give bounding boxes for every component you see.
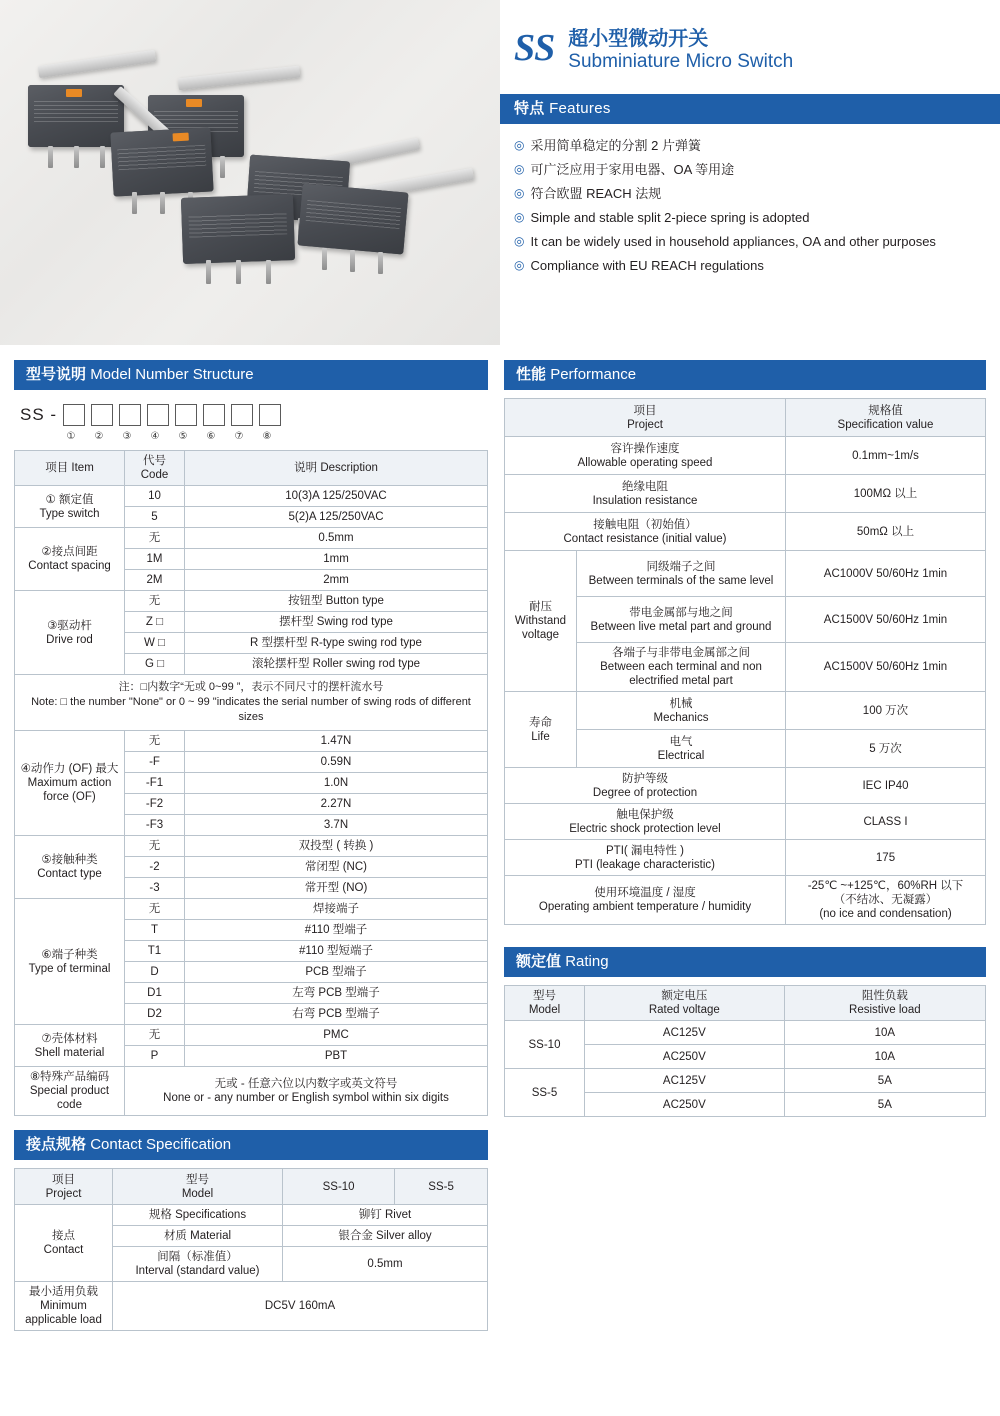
perf-label-en: PTI (leakage characteristic) xyxy=(575,858,715,871)
table-header-row xyxy=(15,451,488,486)
group-label xyxy=(15,836,125,899)
features-section-bar xyxy=(500,94,1000,124)
perf-value: 175 xyxy=(786,840,986,876)
perf-label xyxy=(577,692,786,730)
code-box xyxy=(231,404,253,426)
table-row xyxy=(505,876,986,925)
col-model xyxy=(505,986,585,1021)
group-label xyxy=(15,1067,125,1116)
col-ss10: SS-10 xyxy=(283,1169,395,1205)
feature-text: Compliance with EU REACH regulations xyxy=(530,258,764,273)
code-cell: D xyxy=(125,962,185,983)
table-row xyxy=(505,730,986,768)
code-cell: -F1 xyxy=(125,773,185,794)
desc-cell: #110 型端子 xyxy=(185,920,488,941)
table-row xyxy=(505,840,986,876)
spec-label: 规格 Specifications xyxy=(113,1205,283,1226)
table-row xyxy=(505,475,986,513)
perf-label-en: Between each terminal and non electrified metal part xyxy=(600,661,762,687)
group-label-cn: ① 额定值 xyxy=(45,493,94,506)
col-load-en: Resistive load xyxy=(849,1004,921,1016)
code-index: ⑧ xyxy=(262,431,272,442)
col-project-cn: 项目 xyxy=(52,1173,75,1186)
perf-label-en: Between terminals of the same level xyxy=(588,574,774,587)
code-cell: T1 xyxy=(125,941,185,962)
feature-item xyxy=(514,256,990,275)
col-project-cn: 项目 xyxy=(633,404,657,417)
perf-label-cn: 同级端子之间 xyxy=(646,560,716,573)
desc-cell: 0.5mm xyxy=(185,528,488,549)
group-label-cn: ④动作力 (OF) 最大 xyxy=(20,763,119,775)
desc-cell: 摆杆型 Swing rod type xyxy=(185,612,488,633)
perf-label-en: Mechanics xyxy=(653,711,709,724)
contact-spec-section-bar xyxy=(14,1130,488,1160)
note-cell xyxy=(15,675,488,731)
group-label-en: Drive rod xyxy=(46,633,93,646)
desc-cell xyxy=(125,1067,488,1116)
min-load-value: DC5V 160mA xyxy=(113,1282,488,1331)
group-label-cn: ⑧特殊产品编码 xyxy=(29,1071,110,1083)
perf-label-en: Degree of protection xyxy=(592,786,698,799)
withstand-label-en2: voltage xyxy=(521,629,560,641)
table-row xyxy=(15,486,488,507)
code-box xyxy=(63,404,85,426)
code-cell: 1M xyxy=(125,549,185,570)
col-project xyxy=(15,1169,113,1205)
desc-cell: 双投型 ( 转换 ) xyxy=(185,836,488,857)
table-header-row xyxy=(15,1169,488,1205)
feature-item xyxy=(514,160,990,179)
lever-arm xyxy=(178,66,301,91)
model-code-indices xyxy=(60,431,488,442)
table-row xyxy=(15,591,488,612)
model-prefix: SS - xyxy=(20,405,58,424)
perf-value xyxy=(786,876,986,925)
contact-bar-en: Contact Specification xyxy=(90,1136,232,1153)
col-spec-cn: 规格值 xyxy=(868,404,903,417)
feature-item xyxy=(514,232,990,251)
feature-item xyxy=(514,208,990,227)
desc-cell: 3.7N xyxy=(185,815,488,836)
code-cell: -F2 xyxy=(125,794,185,815)
perf-label-cn: 机械 xyxy=(669,697,693,710)
special-desc-cn: 无或 - 任意六位以内数字或英文符号 xyxy=(214,1078,398,1090)
spec-label xyxy=(113,1247,283,1282)
header xyxy=(0,0,1000,360)
model-bar-cn: 型号说明 xyxy=(26,366,87,383)
bullet-icon: ◎ xyxy=(514,162,525,176)
perf-value: AC1500V 50/60Hz 1min xyxy=(786,643,986,692)
bullet-icon: ◎ xyxy=(514,210,525,224)
desc-cell: 右弯 PCB 型端子 xyxy=(185,1004,488,1025)
perf-value: 100 万次 xyxy=(786,692,986,730)
col-ss5: SS-5 xyxy=(395,1169,488,1205)
table-row xyxy=(505,692,986,730)
performance-section-bar xyxy=(504,360,986,390)
perf-label-cn: 绝缘电阻 xyxy=(622,480,668,493)
perf-value: IEC IP40 xyxy=(786,768,986,804)
group-label-en: Maximum action force (OF) xyxy=(27,777,112,803)
load-cell: 10A xyxy=(784,1021,985,1045)
code-cell: 无 xyxy=(125,836,185,857)
code-cell: T xyxy=(125,920,185,941)
micro-switch-unit xyxy=(110,127,213,196)
feature-text: It can be widely used in household appliances, OA and other purposes xyxy=(530,234,936,249)
perf-label xyxy=(505,840,786,876)
contact-specification-table xyxy=(14,1168,488,1331)
contact-bar-cn: 接点规格 xyxy=(26,1136,87,1153)
code-box xyxy=(203,404,225,426)
feature-text: 采用简单稳定的分割 2 片弹簧 xyxy=(530,138,701,153)
load-cell: 5A xyxy=(784,1069,985,1093)
table-row xyxy=(505,513,986,551)
features-list xyxy=(500,124,1000,275)
table-row xyxy=(15,731,488,752)
code-index: ⑦ xyxy=(234,431,244,442)
desc-cell: 2mm xyxy=(185,570,488,591)
perf-label-en: Between live metal part and ground xyxy=(590,620,772,633)
desc-cell: 5(2)A 125/250VAC xyxy=(185,507,488,528)
perf-label xyxy=(505,475,786,513)
perf-label xyxy=(577,551,786,597)
features-bar-en: Features xyxy=(549,100,611,117)
min-load-en2: applicable load xyxy=(25,1314,102,1326)
perf-value-l2: （不结冰、无凝露） xyxy=(833,894,938,906)
perf-label-cn: 容许操作速度 xyxy=(610,442,680,455)
life-label-en: Life xyxy=(531,730,550,743)
note-en: Note: □ the number "None" or 0 ~ 99 "indicates the serial number of swing rods of different sizes xyxy=(31,696,471,723)
product-photo xyxy=(0,0,500,345)
code-cell: 2M xyxy=(125,570,185,591)
code-cell: W □ xyxy=(125,633,185,654)
rating-bar-cn: 额定值 xyxy=(516,953,562,970)
group-label xyxy=(15,1025,125,1067)
perf-value: 0.1mm~1m/s xyxy=(786,437,986,475)
table-row xyxy=(505,437,986,475)
col-model-en: Model xyxy=(181,1187,214,1200)
micro-switch-unit xyxy=(181,194,295,264)
load-cell: 10A xyxy=(784,1045,985,1069)
code-cell: 5 xyxy=(125,507,185,528)
table-row xyxy=(15,1205,488,1226)
spec-value: 铆钉 Rivet xyxy=(283,1205,488,1226)
desc-cell: 焊接端子 xyxy=(185,899,488,920)
product-title-en: Subminiature Micro Switch xyxy=(568,51,794,72)
performance-bar-cn: 性能 xyxy=(516,366,547,383)
col-model xyxy=(113,1169,283,1205)
group-label xyxy=(15,486,125,528)
desc-cell: 0.59N xyxy=(185,752,488,773)
code-index: ② xyxy=(94,431,104,442)
desc-cell: 按钮型 Button type xyxy=(185,591,488,612)
perf-label xyxy=(505,768,786,804)
perf-label xyxy=(505,876,786,925)
group-label-en: Shell material xyxy=(34,1046,105,1059)
col-model-cn: 型号 xyxy=(533,990,556,1002)
perf-label xyxy=(505,437,786,475)
code-cell: G □ xyxy=(125,654,185,675)
rating-table xyxy=(504,985,986,1117)
group-label xyxy=(15,528,125,591)
col-project-en: Project xyxy=(45,1187,82,1200)
feature-text: Simple and stable split 2-piece spring is adopted xyxy=(530,210,810,225)
voltage-cell: AC125V xyxy=(585,1021,785,1045)
code-box xyxy=(147,404,169,426)
perf-value: CLASS I xyxy=(786,804,986,840)
table-row xyxy=(15,836,488,857)
code-index: ③ xyxy=(122,431,132,442)
performance-bar-en: Performance xyxy=(550,366,637,383)
model-code-diagram xyxy=(14,398,488,428)
perf-label-cn: 防护等级 xyxy=(622,772,668,785)
code-cell: -F3 xyxy=(125,815,185,836)
perf-value-l3: (no ice and condensation) xyxy=(819,908,952,920)
group-label-en: Type switch xyxy=(39,507,100,520)
group-label-en: Contact spacing xyxy=(28,560,111,572)
col-spec-en: Specification value xyxy=(837,418,934,431)
perf-label-en: Operating ambient temperature / humidity xyxy=(538,901,752,913)
table-row xyxy=(15,528,488,549)
perf-label xyxy=(577,643,786,692)
feature-item xyxy=(514,136,990,155)
desc-cell: PBT xyxy=(185,1046,488,1067)
perf-label xyxy=(577,730,786,768)
perf-value: 5 万次 xyxy=(786,730,986,768)
col-spec-value xyxy=(786,399,986,437)
code-cell: Z □ xyxy=(125,612,185,633)
table-header-row xyxy=(505,399,986,437)
table-header-row xyxy=(505,986,986,1021)
perf-value-l1: -25℃ ~+125℃，60%RH 以下 xyxy=(807,880,964,892)
model-structure-table xyxy=(14,450,488,1116)
rating-section-bar xyxy=(504,947,986,977)
desc-cell: 常闭型 (NC) xyxy=(185,857,488,878)
col-project xyxy=(505,399,786,437)
col-load-cn: 阻性负载 xyxy=(861,990,908,1002)
col-item: 项目 Item xyxy=(15,451,125,486)
desc-cell: 1.0N xyxy=(185,773,488,794)
code-index: ⑥ xyxy=(206,431,216,442)
bullet-icon: ◎ xyxy=(514,234,525,248)
micro-switch-unit xyxy=(297,183,408,254)
bullet-icon: ◎ xyxy=(514,186,525,200)
perf-label-cn: 各端子与非带电金属部之间 xyxy=(612,647,750,659)
code-cell: -F xyxy=(125,752,185,773)
code-cell: 无 xyxy=(125,591,185,612)
code-box xyxy=(119,404,141,426)
col-model-en: Model xyxy=(528,1004,561,1016)
col-voltage-en: Rated voltage xyxy=(648,1004,720,1016)
code-cell: D1 xyxy=(125,983,185,1004)
life-label-cn: 寿命 xyxy=(529,716,552,729)
group-label-en: Type of terminal xyxy=(28,962,111,975)
col-load xyxy=(784,986,985,1021)
spec-value: 0.5mm xyxy=(283,1247,488,1282)
load-cell: 5A xyxy=(784,1093,985,1117)
header-right xyxy=(500,0,1000,360)
perf-value: 100MΩ 以上 xyxy=(786,475,986,513)
table-row xyxy=(505,551,986,597)
perf-label xyxy=(505,513,786,551)
row-contact-label xyxy=(15,1205,113,1282)
col-code xyxy=(125,451,185,486)
code-index: ④ xyxy=(150,431,160,442)
right-column xyxy=(504,360,986,1331)
code-cell: -2 xyxy=(125,857,185,878)
table-row xyxy=(505,804,986,840)
perf-value: AC1500V 50/60Hz 1min xyxy=(786,597,986,643)
col-code-cn: 代号 xyxy=(143,455,166,467)
perf-label-cn: PTI( 漏电特性 ) xyxy=(606,844,684,857)
group-label xyxy=(15,731,125,836)
spec-label-en: Interval (standard value) xyxy=(135,1265,260,1277)
perf-label-en: Allowable operating speed xyxy=(577,456,713,469)
product-title-cn: 超小型微动开关 xyxy=(568,28,709,50)
perf-label-cn: 接触电阻（初始值） xyxy=(593,518,697,531)
withstand-label-en1: Withstand xyxy=(514,615,567,627)
ss-logo: SS xyxy=(514,27,555,69)
table-row xyxy=(505,597,986,643)
performance-table xyxy=(504,398,986,925)
perf-label-en: Insulation resistance xyxy=(592,494,698,507)
model-cell: SS-5 xyxy=(505,1069,585,1117)
col-voltage xyxy=(585,986,785,1021)
col-voltage-cn: 额定电压 xyxy=(661,990,708,1002)
desc-cell: PMC xyxy=(185,1025,488,1046)
desc-cell: 1.47N xyxy=(185,731,488,752)
code-cell: 无 xyxy=(125,899,185,920)
perf-value: 50mΩ 以上 xyxy=(786,513,986,551)
group-label-en: Special product code xyxy=(29,1085,110,1111)
perf-label-cn: 带电金属部与地之间 xyxy=(629,606,733,619)
table-row xyxy=(15,899,488,920)
spec-label: 材质 Material xyxy=(113,1226,283,1247)
desc-cell: 10(3)A 125/250VAC xyxy=(185,486,488,507)
feature-text: 可广泛应用于家用电器、OA 等用途 xyxy=(530,162,735,177)
perf-value: AC1000V 50/60Hz 1min xyxy=(786,551,986,597)
col-code-en: Code xyxy=(140,469,169,481)
code-cell: D2 xyxy=(125,1004,185,1025)
model-bar-en: Model Number Structure xyxy=(90,366,254,383)
feature-text: 符合欧盟 REACH 法规 xyxy=(530,186,662,201)
min-load-label xyxy=(15,1282,113,1331)
code-box xyxy=(91,404,113,426)
code-cell: -3 xyxy=(125,878,185,899)
table-row xyxy=(505,1069,986,1093)
desc-cell: 2.27N xyxy=(185,794,488,815)
desc-cell: 滚轮摆杆型 Roller swing rod type xyxy=(185,654,488,675)
perf-label-cn: 触电保护级 xyxy=(616,808,674,821)
model-cell: SS-10 xyxy=(505,1021,585,1069)
table-row xyxy=(15,1282,488,1331)
desc-cell: 左弯 PCB 型端子 xyxy=(185,983,488,1004)
row-contact-cn: 接点 xyxy=(52,1230,75,1242)
perf-label-en: Electric shock protection level xyxy=(569,822,721,835)
bullet-icon: ◎ xyxy=(514,138,525,152)
note-cn: 注：□内数字“无或 0~99 ”，表示不同尺寸的摆杆流水号 xyxy=(118,681,384,693)
group-label-cn: ⑥端子种类 xyxy=(41,948,98,961)
col-description: 说明 Description xyxy=(185,451,488,486)
code-box xyxy=(259,404,281,426)
perf-label-en: Electrical xyxy=(657,749,705,762)
body-columns xyxy=(0,360,1000,1331)
left-column xyxy=(14,360,488,1331)
group-label-cn: ⑦壳体材料 xyxy=(41,1032,98,1045)
code-index: ① xyxy=(66,431,76,442)
rating-bar-en: Rating xyxy=(565,953,609,970)
perf-label-en: Contact resistance (initial value) xyxy=(563,532,727,545)
code-cell: 无 xyxy=(125,1025,185,1046)
col-model-cn: 型号 xyxy=(186,1173,209,1186)
code-cell: 无 xyxy=(125,528,185,549)
row-contact-en: Contact xyxy=(43,1244,84,1256)
perf-label-cn: 电气 xyxy=(669,735,693,748)
code-cell: 无 xyxy=(125,731,185,752)
perf-label xyxy=(505,804,786,840)
table-row xyxy=(15,1067,488,1116)
features-bar-cn: 特点 xyxy=(514,100,545,117)
special-desc-en: None or - any number or English symbol within six digits xyxy=(163,1092,449,1104)
desc-cell: 1mm xyxy=(185,549,488,570)
voltage-cell: AC250V xyxy=(585,1093,785,1117)
min-load-cn: 最小适用负载 xyxy=(29,1286,98,1298)
voltage-cell: AC250V xyxy=(585,1045,785,1069)
micro-switch-unit xyxy=(28,85,124,147)
voltage-cell: AC125V xyxy=(585,1069,785,1093)
code-index: ⑤ xyxy=(178,431,188,442)
product-title xyxy=(500,18,1000,74)
desc-cell: PCB 型端子 xyxy=(185,962,488,983)
feature-item xyxy=(514,184,990,203)
lever-arm xyxy=(38,50,157,78)
model-section-bar xyxy=(14,360,488,390)
table-row xyxy=(505,1021,986,1045)
code-box xyxy=(175,404,197,426)
group-label-en: Contact type xyxy=(37,868,102,880)
group-label xyxy=(15,899,125,1025)
group-label-cn: ⑤接触种类 xyxy=(41,854,98,866)
withstand-label xyxy=(505,551,577,692)
bullet-icon: ◎ xyxy=(514,258,525,272)
min-load-en1: Minimum xyxy=(40,1300,87,1312)
perf-label xyxy=(577,597,786,643)
table-row xyxy=(505,643,986,692)
col-project-en: Project xyxy=(627,418,663,431)
table-row-note xyxy=(15,675,488,731)
table-row xyxy=(15,1025,488,1046)
desc-cell: R 型摆杆型 R-type swing rod type xyxy=(185,633,488,654)
group-label xyxy=(15,591,125,675)
spec-label-cn: 间隔（标准值） xyxy=(157,1251,238,1263)
code-cell: 10 xyxy=(125,486,185,507)
life-label xyxy=(505,692,577,768)
table-row xyxy=(505,768,986,804)
withstand-label-cn: 耐压 xyxy=(529,601,552,613)
spec-value: 银合金 Silver alloy xyxy=(283,1226,488,1247)
desc-cell: #110 型短端子 xyxy=(185,941,488,962)
perf-label-cn: 使用环境温度 / 湿度 xyxy=(594,887,696,899)
code-cell: P xyxy=(125,1046,185,1067)
group-label-cn: ③驱动杆 xyxy=(47,619,92,632)
desc-cell: 常开型 (NO) xyxy=(185,878,488,899)
group-label-cn: ②接点间距 xyxy=(41,546,98,558)
